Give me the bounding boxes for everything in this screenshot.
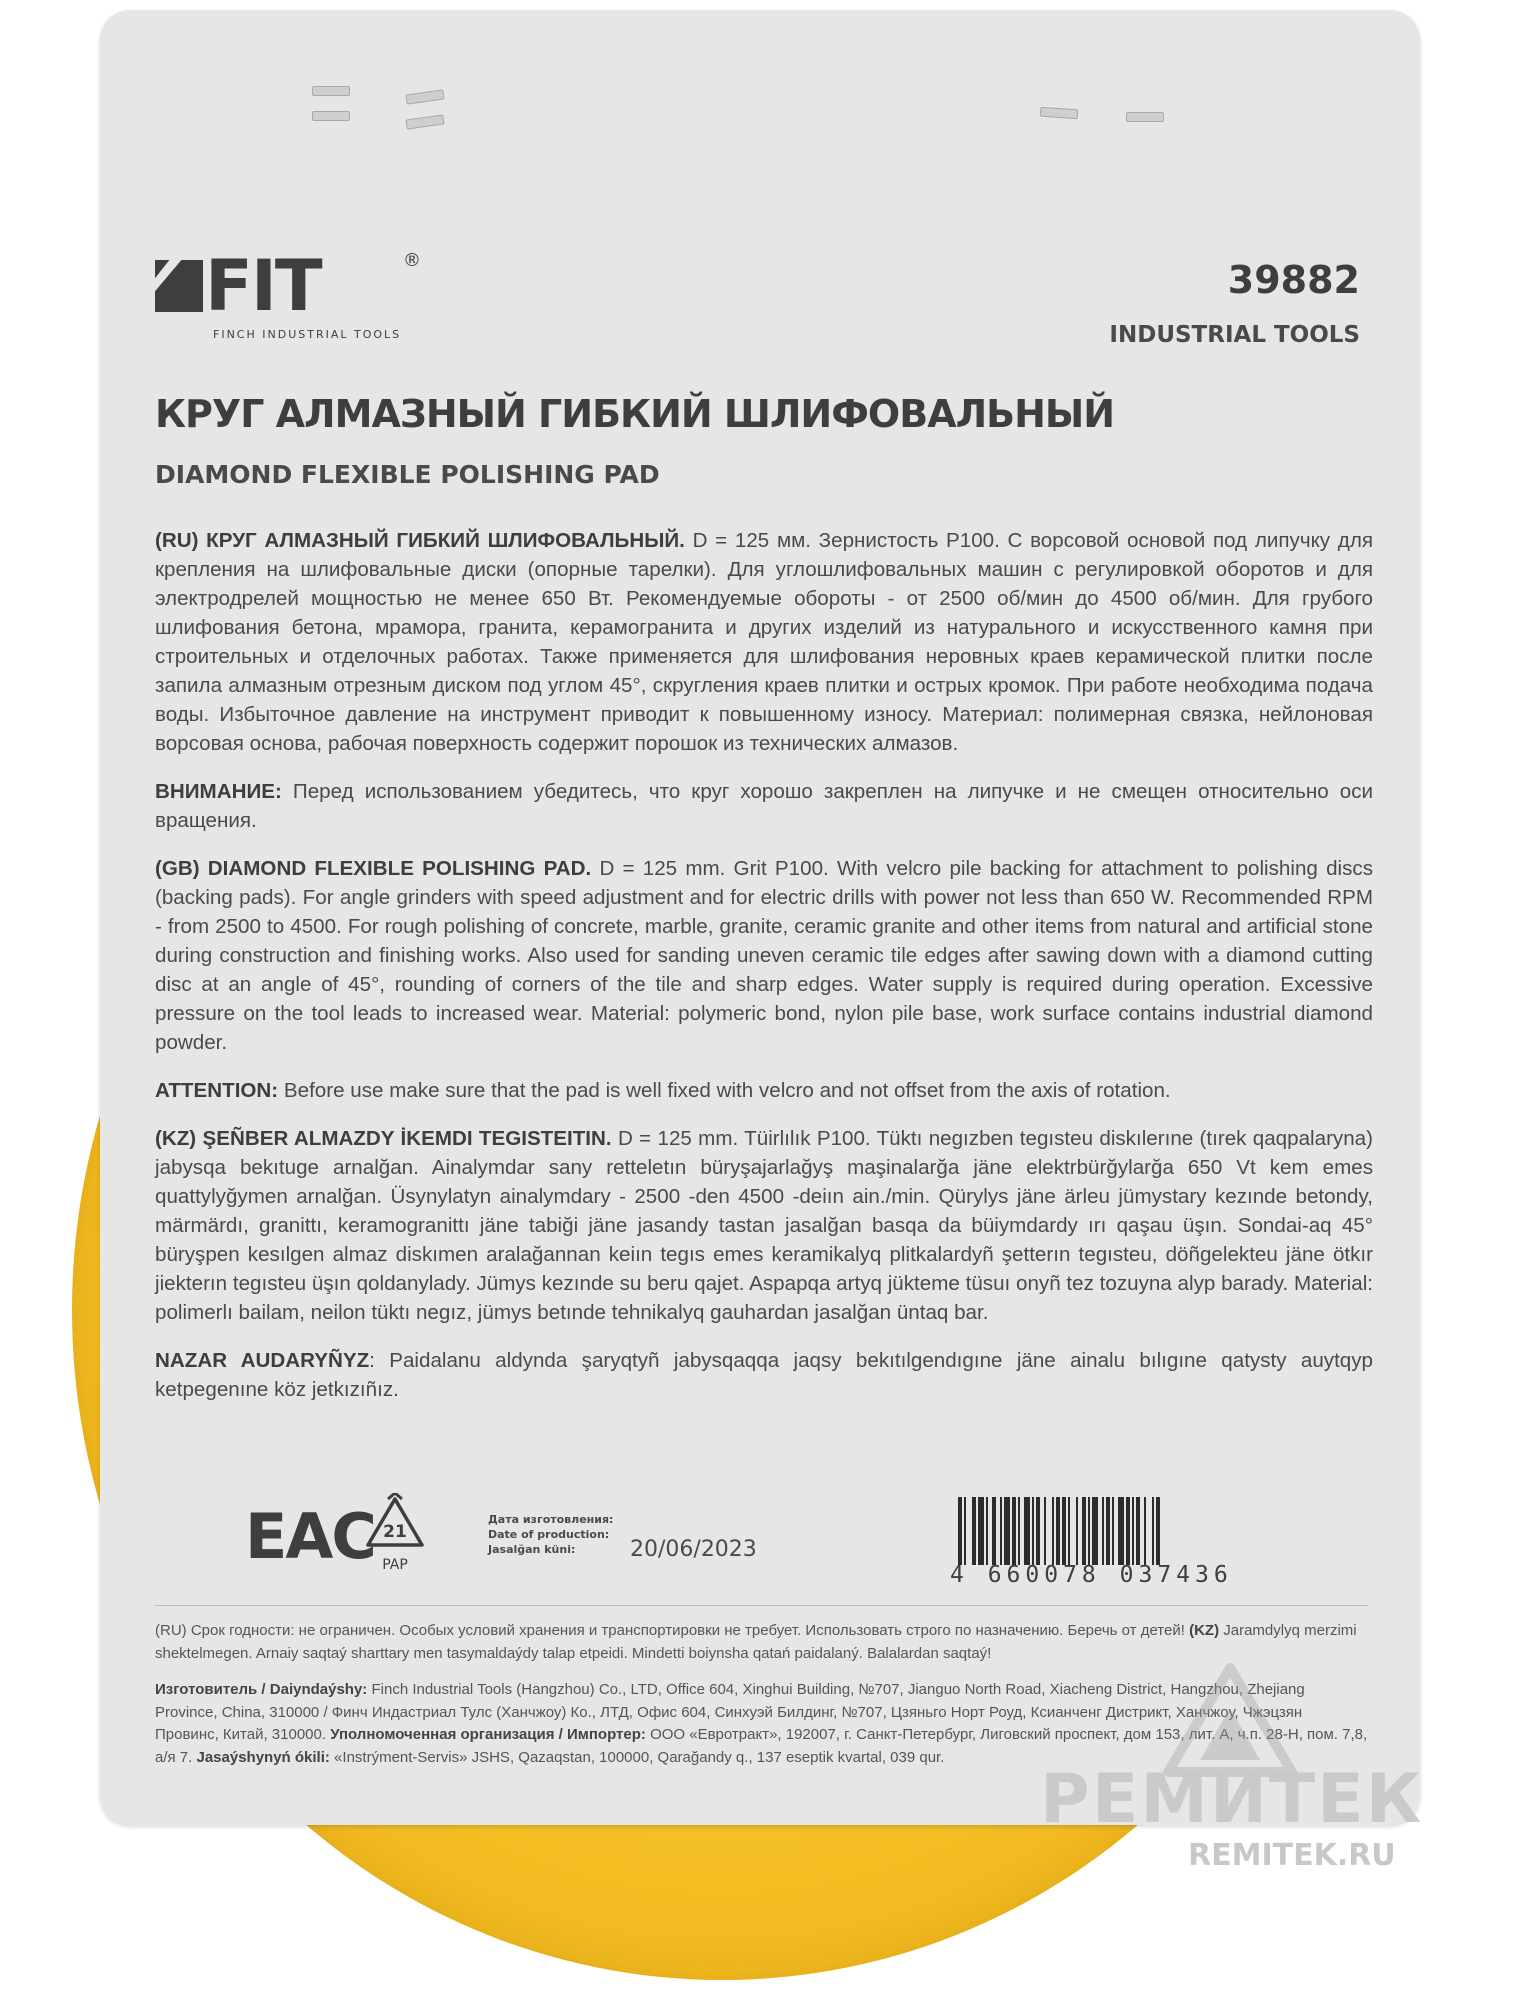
warning-gb <box>155 1076 1373 1105</box>
description-block <box>155 526 1373 1423</box>
barcode-bar <box>1012 1497 1016 1565</box>
storage-info <box>155 1620 1370 1665</box>
ru-warning-heading: ВНИМАНИЕ: <box>155 780 282 803</box>
production-date-labels <box>488 1512 613 1557</box>
barcode-bar <box>1136 1497 1140 1565</box>
barcode-bar <box>1132 1497 1134 1565</box>
barcode-bar <box>992 1497 996 1565</box>
ru-text: D = 125 мм. Зернистость P100. С ворсовой основой под липучку для крепления на шлифовальные диски (опорные тарелки). Для углошлифовальных машин с регулировкой оборотов и для электродрелей мощностью не менее 650 Вт. Рекомендуемые обороты - от 2500 об/мин до 4500 об/мин. Для грубого шлифования бетона, мрамора, гранита, керамогранита и других изделий из натурального и искусственного камня при строительных и отделочных работах. Также применяется для шлифования неровных краев керамической плитки после запила алмазным отрезным диском под углом 45°, скругления краев плитки и острых кромок. При работе необходима подача воды. Избыточное давление на инструмент приводит к повышенному износу. Материал: полимерная связка, нейлоновая ворсовая основа, рабочая поверхность содержит порошок из технических алмазов. <box>155 529 1373 755</box>
recycle-number: 21 <box>383 1522 407 1542</box>
hanger-slot <box>405 114 444 129</box>
product-category: INDUSTRIAL TOOLS <box>1109 322 1360 348</box>
warning-kz <box>155 1346 1373 1404</box>
kz-warning-text: : Paidalanu aldynda şaryqtyñ jabysqaqqa jaqsy bekıtılgendıgıne jäne ainalu bılıgıne qatysty auytqyp ketpegenıne köz jetkızıñız. <box>155 1349 1374 1401</box>
logo-slash-icon <box>155 260 203 312</box>
product-code: 39882 <box>1227 258 1360 302</box>
barcode-bar <box>1118 1497 1124 1565</box>
barcode-bar <box>1092 1497 1098 1565</box>
barcode-bar <box>972 1497 976 1565</box>
warning-ru <box>155 777 1373 835</box>
barcode-bar <box>986 1497 988 1565</box>
manufacturer-heading: Изготовитель / Daiyndaýshy: <box>155 1681 368 1698</box>
date-label-kz: Jasalğan küni: <box>488 1543 576 1556</box>
description-ru <box>155 526 1373 758</box>
kz-warning-heading: NAZAR AUDARYÑYZ <box>155 1349 370 1372</box>
barcode-bar <box>958 1497 962 1565</box>
logo-tagline: FINCH INDUSTRIAL TOOLS <box>213 328 402 341</box>
barcode-bar <box>964 1497 966 1565</box>
fit-logo <box>155 245 421 348</box>
barcode-bar <box>1062 1497 1066 1565</box>
hanger-slot <box>312 86 350 96</box>
kz-representative-heading: Jasaýshynyń ókili: <box>196 1748 330 1766</box>
eac-mark: EAC <box>245 1500 375 1573</box>
hanger-slot <box>312 111 350 121</box>
registered-mark: ® <box>403 250 421 271</box>
gb-text: D = 125 mm. Grit P100. With velcro pile backing for attachment to polishing discs (backing pads). For angle grinders with speed adjustment and for electric drills with power not less than 650 W. Recommended RPM - from 2500 to 4500. For rough polishing of concrete, marble, granite, ceramic granite and other items from natural and artificial stone during construction and finishing works. Also used for sanding uneven ceramic tile edges after sawing down with a diamond cutting disc at an angle of 45°, rounding of corners of the tile and sharp edges. Water supply is required during operation. Excessive pressure on the tool leads to increased wear. Material: polymeric bond, nylon pile base, work surface contains industrial diamond powder. <box>155 857 1373 1054</box>
importer-heading: Уполномоченная организация / Импортер: <box>330 1726 646 1743</box>
barcode-bar <box>1044 1497 1046 1565</box>
barcode-bar <box>1000 1497 1002 1565</box>
barcode-bar <box>1024 1497 1030 1565</box>
kz-text: D = 125 mm. Tüirlılık P100. Tüktı negızben tegısteu diskılerıne (tırek qaqpalaryna) jabysqa bekıtuge arnalğan. Ainalymdar sany retteletın büryşajarlağyş maşinalarğa jäne elektrbürğylarğa 650 Vt kem emes quattylyğymen arnalğan. Üsynylatyn ainalymdary - 2500 -den 4500 -deiın ain./min. Qürylys jäne ärleu jümystary kezınde betondy, märmärdı, granittı, keramogranittı jäne tabiği jäne jasandy tastan jasalğan basqa da büiymdardy ırı qaşau üşın. Sondai-aq 45° büryşpen kesılgen almaz diskımen aralağannan keiın tegıs emes keramikalyq plitkalardyñ şetterın tegısteu, döñgelekteu jäne ötkır jiekterın tegısteu üşın qoldanylady. Jümys kezınde su beru qajet. Aspapqa artyq jükteme tüsuı onyñ tez tozuyna alyp barady. Material: polimerlı bailam, neilon tüktı negız, jümys betınde tehnikalyq gauhardan jasalğan üntaq bar. <box>155 1127 1373 1324</box>
hanger-slot <box>1040 107 1079 120</box>
barcode-bar <box>1018 1497 1020 1565</box>
description-gb <box>155 854 1373 1057</box>
date-label-ru: Дата изготовления: <box>488 1513 614 1526</box>
barcode-bar <box>1156 1497 1160 1565</box>
barcode <box>958 1497 1233 1565</box>
watermark-name: РЕМИТЕК <box>1040 1760 1424 1839</box>
description-kz <box>155 1124 1373 1327</box>
barcode-bar <box>978 1497 984 1565</box>
ru-warning-text: Перед использованием убедитесь, что круг хорошо закреплен на липучке и не смещен относительно оси вращения. <box>155 780 1373 832</box>
storage-kz: Jaramdylyq merzimi shektelmegen. Arnaiy saqtaý sharttary men tasymaldaýdy talap etpeidi. Mindetti boiynsha qatań paidalaný. Balalardan saqtaý! <box>155 1622 1357 1662</box>
hanger-slot <box>405 89 444 104</box>
barcode-bar <box>1032 1497 1034 1565</box>
gb-heading: (GB) DIAMOND FLEXIBLE POLISHING PAD. <box>155 857 592 880</box>
barcode-bar <box>1112 1497 1114 1565</box>
recycle-icon <box>360 1493 430 1583</box>
importer-text: ООО «Евротракт», 192007, г. Санкт-Петербург, Лиговский проспект, дом 153, лит. А, ч.п. 28-Н, пом. 7,8, а/я 7. <box>155 1726 1368 1766</box>
barcode-number: 4 660078 037436 <box>950 1562 1233 1588</box>
barcode-bar <box>1144 1497 1146 1565</box>
barcode-bar <box>1052 1497 1054 1565</box>
kz-heading: (KZ) ŞEÑBER ALMAZDY İKEMDI TEGISTEITIN. <box>155 1127 612 1150</box>
barcode-bar <box>1056 1497 1060 1565</box>
barcode-bar <box>1082 1497 1086 1565</box>
manufacturer-text: Finch Industrial Tools (Hangzhou) Co., LTD, Office 604, Xinghui Building, №707, Jianguo North Road, Xiacheng District, Hangzhou, Zhejiang Province, China, 310000 / Финч Индастриал Тулс (Ханчжоу) Ко., ЛТД, Офис 604, Синхуэй Билдинг, №707, Цзяньго Норт Роуд, Ксианченг Дистрикт, Ханчжоу, Чжэцзян Провинс, Китай, 310000. <box>155 1681 1305 1743</box>
barcode-bar <box>1126 1497 1130 1565</box>
logo-word: FIT <box>205 245 321 327</box>
storage-ru: (RU) Срок годности: не ограничен. Особых условий хранения и транспортировки не требует. Использовать строго по назначению. Беречь от детей! <box>155 1622 1190 1639</box>
barcode-bar <box>1068 1497 1070 1565</box>
hanger-slot <box>1126 112 1164 122</box>
recycle-code: PAP <box>382 1557 408 1573</box>
product-title-ru: КРУГ АЛМАЗНЫЙ ГИБКИЙ ШЛИФОВАЛЬНЫЙ <box>155 392 1115 436</box>
kz-representative-text: «Instrýment-Servis» JSHS, Qazaqstan, 100000, Qarağandy q., 137 eseptik kvartal, 039 qur. <box>329 1748 945 1766</box>
barcode-bar <box>1102 1497 1104 1565</box>
watermark-url: REMITEK.RU <box>1188 1838 1396 1873</box>
barcode-bar <box>1106 1497 1110 1565</box>
gb-warning-heading: ATTENTION: <box>155 1079 279 1102</box>
product-title-en: DIAMOND FLEXIBLE POLISHING PAD <box>155 460 660 489</box>
divider <box>155 1605 1368 1606</box>
barcode-bar <box>1076 1497 1078 1565</box>
date-label-en: Date of production: <box>488 1528 610 1541</box>
storage-kz-head: (KZ) <box>1189 1622 1220 1639</box>
barcode-bar <box>1152 1497 1154 1565</box>
production-date: 20/06/2023 <box>630 1537 757 1562</box>
barcode-bar <box>1088 1497 1090 1565</box>
ru-heading: (RU) КРУГ АЛМАЗНЫЙ ГИБКИЙ ШЛИФОВАЛЬНЫЙ. <box>155 529 685 552</box>
gb-warning-text: Before use make sure that the pad is well fixed with velcro and not offset from the axis of rotation. <box>278 1079 1171 1102</box>
barcode-bar <box>1004 1497 1010 1565</box>
barcode-bar <box>1036 1497 1040 1565</box>
